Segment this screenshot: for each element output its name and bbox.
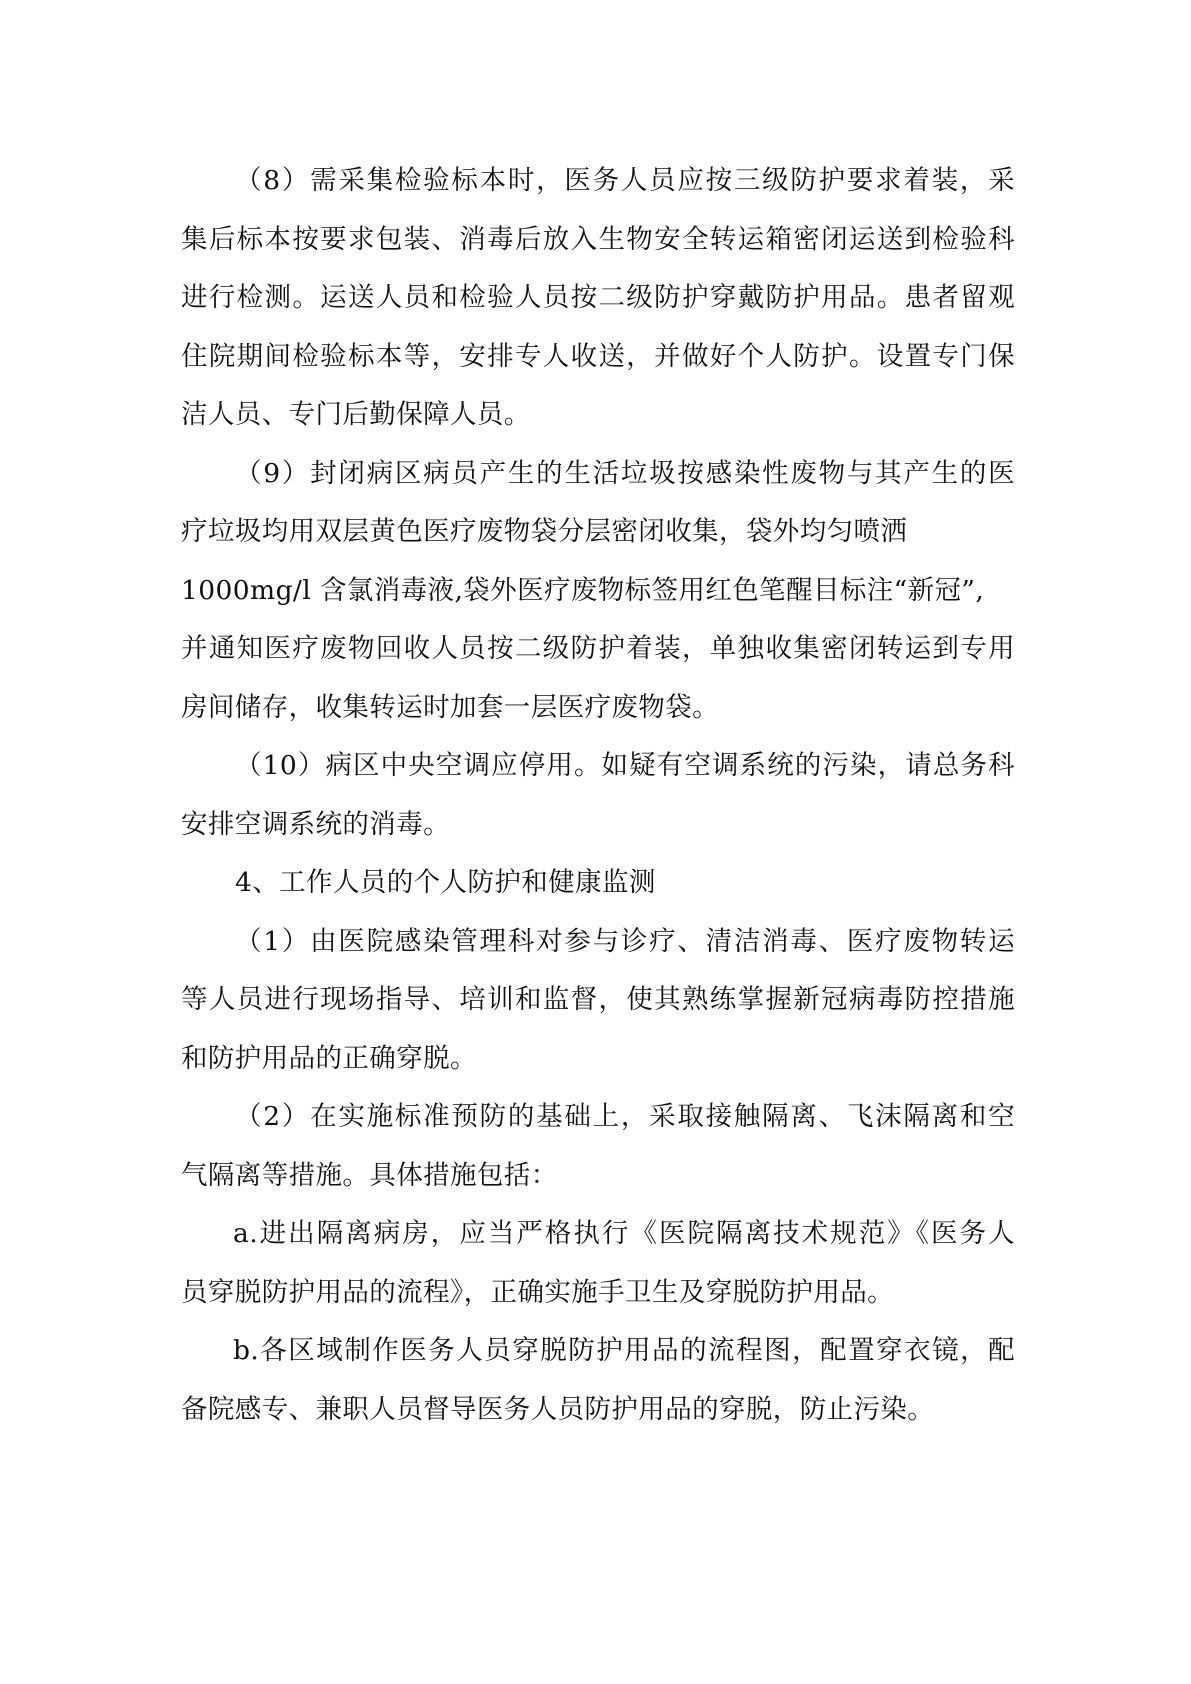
text-line: 住院期间检验标本等，安排专人收送，并做好个人防护。设置专门保 (181, 340, 1015, 372)
text-line: 洁人员、专门后勤保障人员。 (181, 399, 531, 430)
section-heading: 4、工作人员的个人防护和健康监测 (235, 867, 656, 898)
text-line: 气隔离等措施。具体措施包括： (181, 1159, 558, 1191)
text-line: 疗垃圾均用双层黄色医疗废物袋分层密闭收集，袋外均匀喷洒 (181, 516, 908, 547)
text-line: 房间储存，收集转运时加套一层医疗废物袋。 (181, 691, 719, 723)
text-line: 安排空调系统的消毒。 (181, 808, 450, 840)
paragraph-4-b (181, 1322, 1015, 1439)
text-line: b.各区域制作医务人员穿脱防护用品的流程图，配置穿衣镜，配 (233, 1335, 1015, 1366)
paragraph-4-2 (181, 1088, 1015, 1205)
text-line: （9）封闭病区病员产生的生活垃圾按感染性废物与其产生的医 (235, 457, 1015, 489)
section-heading-4 (181, 854, 1015, 913)
text-line: 1000mg/l 含氯消毒液,袋外医疗废物标签用红色笔醒目标注“新冠”, (181, 574, 985, 606)
text-line: a.进出隔离病房，应当严格执行《医院隔离技术规范》《医务人 (233, 1218, 1015, 1249)
text-line: 备院感专、兼职人员督导医务人员防护用品的穿脱，防止污染。 (181, 1393, 935, 1425)
text-line: （1）由医院感染管理科对参与诊疗、清洁消毒、医疗废物转运 (235, 925, 1015, 957)
document-body (181, 152, 1015, 1439)
text-line: 和防护用品的正确穿脱。 (181, 1042, 477, 1074)
text-line: （2）在实施标准预防的基础上，采取接触隔离、飞沫隔离和空 (235, 1101, 1015, 1132)
text-line: （8）需采集检验标本时，医务人员应按三级防护要求着装，采 (235, 165, 1015, 196)
paragraph-8 (181, 152, 1015, 445)
text-line: 员穿脱防护用品的流程》，正确实施手卫生及穿脱防护用品。 (181, 1276, 895, 1308)
text-line: （10）病区中央空调应停用。如疑有空调系统的污染，请总务科 (235, 750, 1015, 781)
paragraph-4-a (181, 1205, 1015, 1322)
text-line: 集后标本按要求包装、消毒后放入生物安全转运箱密闭运送到检验科 (181, 223, 1015, 255)
text-line: 并通知医疗废物回收人员按二级防护着装，单独收集密闭转运到专用 (181, 633, 1015, 664)
text-line: 等人员进行现场指导、培训和监督，使其熟练掌握新冠病毒防控措施 (181, 984, 1015, 1015)
paragraph-9 (181, 445, 1015, 738)
paragraph-4-1 (181, 913, 1015, 1089)
paragraph-10 (181, 737, 1015, 854)
text-line: 进行检测。运送人员和检验人员按二级防护穿戴防护用品。患者留观 (181, 282, 1015, 313)
